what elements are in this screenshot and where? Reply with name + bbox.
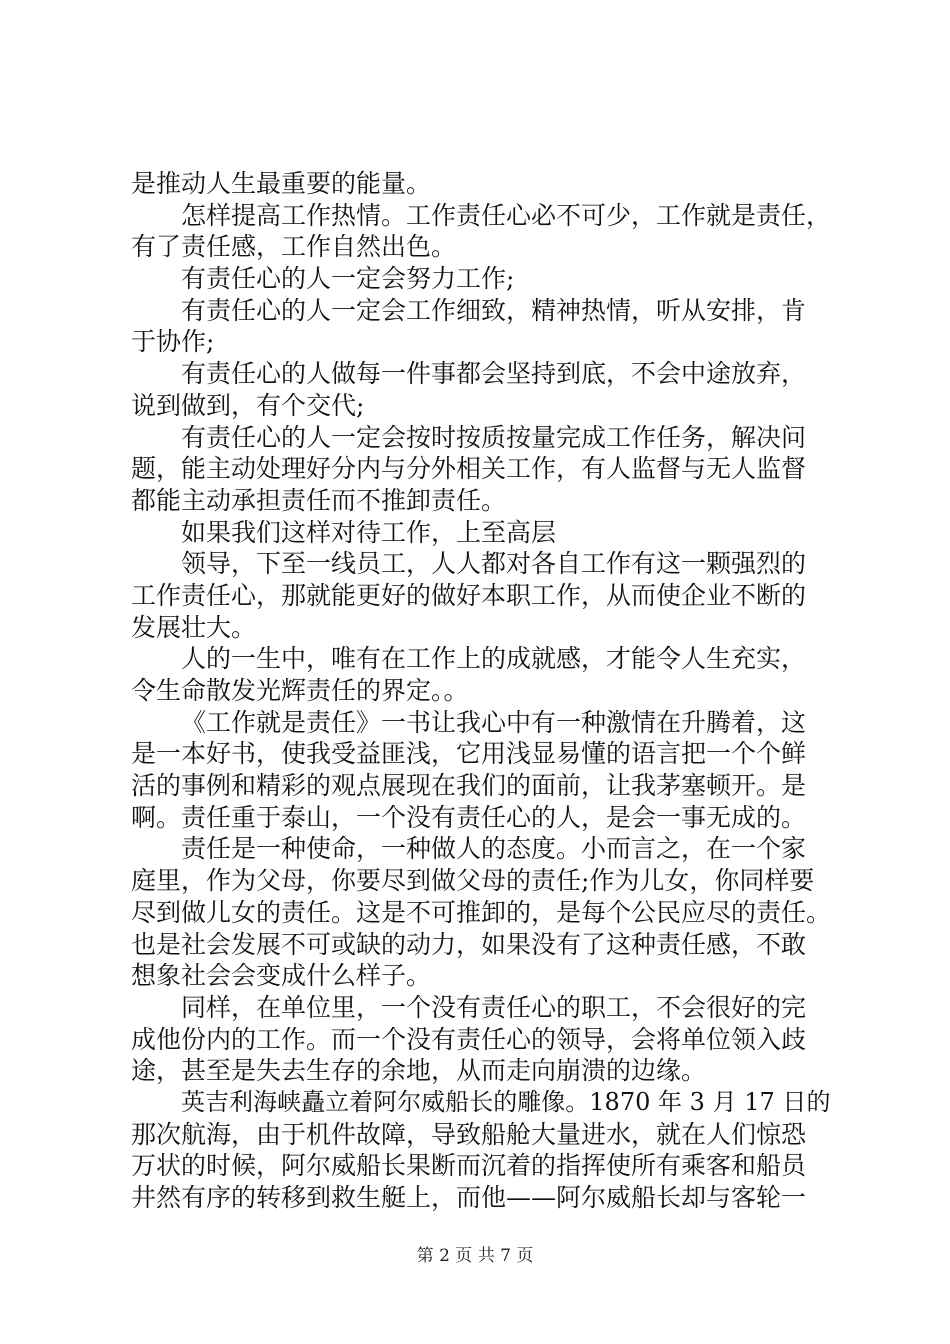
text-line: 领导，下至一线员工，人人都对各自工作有这一颗强烈的 xyxy=(181,549,807,579)
text-line: 成他份内的工作。而一个没有责任心的领导，会将单位领入歧 xyxy=(131,1024,807,1054)
text-line: 想象社会会变成什么样子。 xyxy=(131,961,432,991)
text-line: 工作责任心，那就能更好的做好本职工作，从而使企业不断的 xyxy=(131,580,807,610)
text-line: 发展壮大。 xyxy=(131,612,257,642)
text-line: 是一本好书，使我受益匪浅，它用浅显易懂的语言把一个个鲜 xyxy=(131,739,807,769)
text-line: 令生命散发光辉责任的界定。。 xyxy=(131,676,469,705)
text-line: 也是社会发展不可或缺的动力，如果没有了这种责任感，不敢 xyxy=(131,929,807,959)
text-line: 人的一生中，唯有在工作上的成就感，才能令人生充实， xyxy=(181,644,807,674)
text-line: 同样，在单位里，一个没有责任心的职工，不会很好的完 xyxy=(181,992,807,1022)
text-line: 有责任心的人做每一件事都会坚持到底，不会中途放弃， xyxy=(181,359,807,389)
text-line: 怎样提高工作热情。工作责任心必不可少，工作就是责任， xyxy=(181,200,832,230)
text-line: 啊。责任重于泰山，一个没有责任心的人，是会一事无成的。 xyxy=(131,802,807,832)
text-line: 那次航海，由于机件故障，导致船舱大量进水，就在人们惊恐 xyxy=(131,1119,807,1149)
text-line: 于协作; xyxy=(131,327,215,357)
text-line: 有责任心的人一定会努力工作; xyxy=(181,264,515,294)
text-line: 庭里，作为父母，你要尽到做父母的责任;作为儿女，你同样要 xyxy=(131,866,815,896)
text-line: 如果我们这样对待工作，上至高层 xyxy=(181,517,557,547)
document-body xyxy=(131,168,831,1214)
page-footer: 第 2 页 共 7 页 xyxy=(416,1246,534,1266)
text-line: 万状的时候，阿尔威船长果断而沉着的指挥使所有乘客和船员 xyxy=(131,1151,807,1181)
text-line: 有了责任感，工作自然出色。 xyxy=(131,232,457,262)
text-line: 有责任心的人一定会工作细致，精神热情，听从安排，肯 xyxy=(181,295,807,325)
text-line: 有责任心的人一定会按时按质按量完成工作任务，解决问 xyxy=(181,422,807,452)
text-line: 题，能主动处理好分内与分外相关工作，有人监督与无人监督 xyxy=(131,454,807,484)
text-line: 是推动人生最重要的能量。 xyxy=(131,169,432,198)
text-line: 《工作就是责任》一书让我心中有一种激情在升腾着，这 xyxy=(181,707,807,737)
text-line: 尽到做儿女的责任。这是不可推卸的，是每个公民应尽的责任。 xyxy=(131,897,832,927)
text-line: 英吉利海峡矗立着阿尔威船长的雕像。1870 年 3 月 17 日的 xyxy=(181,1087,831,1116)
text-line: 说到做到，有个交代; xyxy=(131,390,365,420)
text-line: 责任是一种使命，一种做人的态度。小而言之，在一个家 xyxy=(181,834,807,864)
text-line: 井然有序的转移到救生艇上，而他——阿尔威船长却与客轮一 xyxy=(131,1183,807,1212)
text-line: 都能主动承担责任而不推卸责任。 xyxy=(131,485,507,515)
text-line: 途，甚至是失去生存的余地，从而走向崩溃的边缘。 xyxy=(131,1056,707,1086)
text-line: 活的事例和精彩的观点展现在我们的面前，让我茅塞顿开。是 xyxy=(131,771,807,801)
